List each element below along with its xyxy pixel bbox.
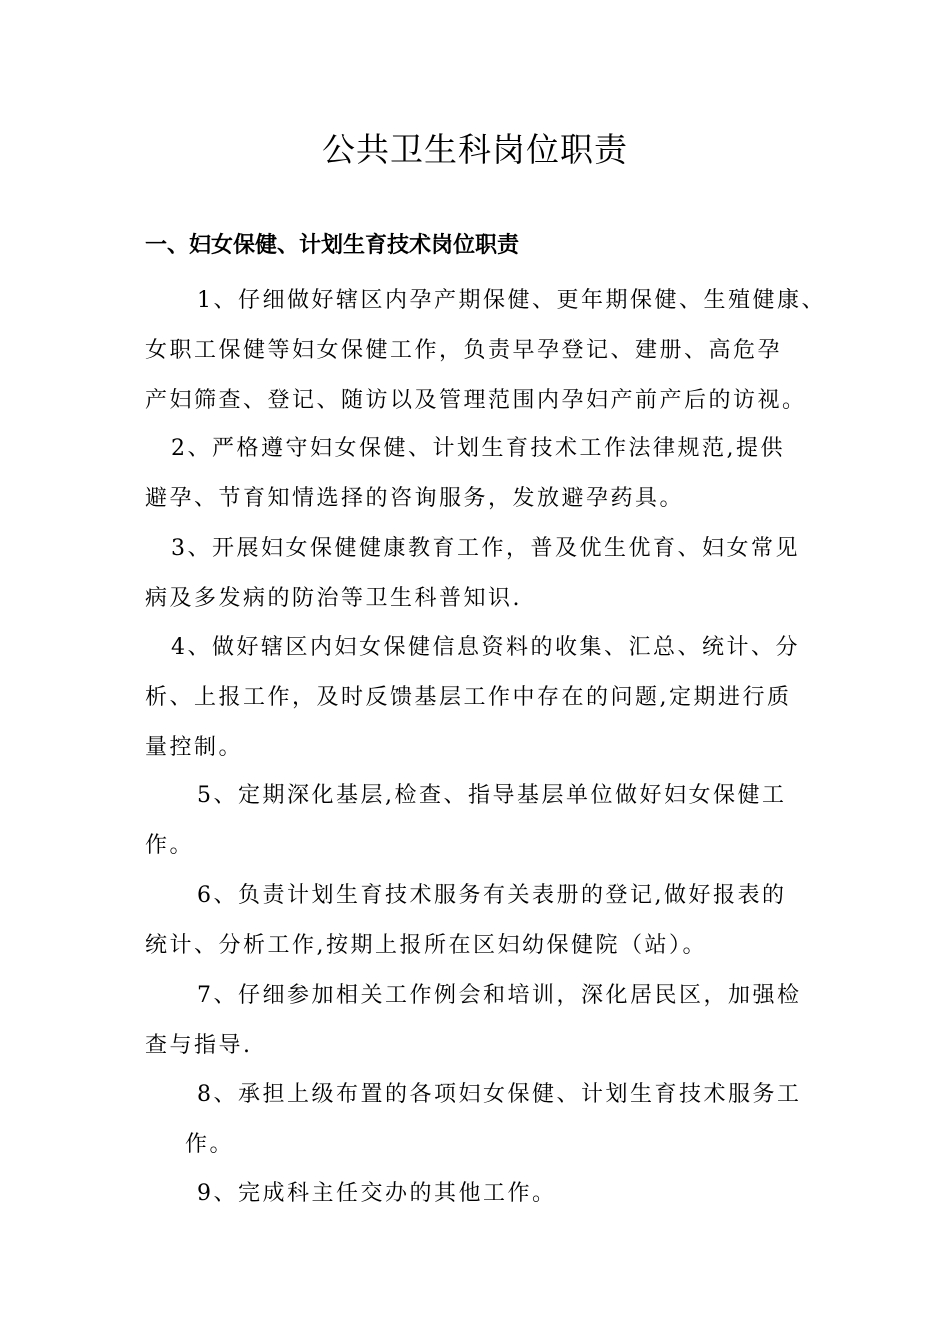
duty-item-9 [145,1169,557,1219]
duty-item-7-line-1: 7、仔细参加相关工作例会和培训，深化居民区，加强检 [197,983,802,1008]
duty-item-2-line-2: 避孕、节育知情选择的咨询服务，发放避孕药具。 [145,486,685,511]
duty-item-1 [145,276,826,426]
duty-item-1-line-2: 女职工保健等妇女保健工作，负责早孕登记、建册、高危孕 [145,338,783,363]
duty-item-3-line-2: 病及多发病的防治等卫生科普知识. [145,586,522,611]
duty-item-5-line-1: 5、定期深化基层,检查、指导基层单位做好妇女保健工 [197,783,787,808]
duty-item-4 [145,623,800,773]
duty-item-7 [145,971,802,1071]
duty-item-6-line-1: 6、负责计划生育技术服务有关表册的登记,做好报表的 [197,883,787,908]
duty-item-9-line-1: 9、完成科主任交办的其他工作。 [197,1181,557,1206]
section-heading: 一、妇女保健、计划生育技术岗位职责 [145,233,520,258]
duty-item-1-line-3: 产妇筛查、登记、随访以及管理范围内孕妇产前产后的访视。 [145,388,807,413]
duty-item-6-line-2: 统计、分析工作,按期上报所在区妇幼保健院（站）。 [145,933,707,958]
duty-item-8-line-1: 8、承担上级布置的各项妇女保健、计划生育技术服务工 [197,1082,802,1107]
duty-item-8-line-2: 作。 [185,1132,235,1157]
duty-item-2 [145,424,785,524]
duty-item-5-line-2: 作。 [145,833,195,858]
duty-item-8 [145,1070,802,1170]
document-title: 公共卫生科岗位职责 [322,130,628,169]
duty-item-3 [145,524,800,624]
duty-item-5 [145,771,787,871]
duty-item-4-line-3: 量控制。 [145,735,244,760]
duty-item-7-line-2: 查与指导. [145,1033,253,1058]
duty-item-3-line-1: 3、开展妇女保健健康教育工作，普及优生优育、妇女常见 [171,536,800,561]
duty-item-2-line-1: 2、严格遵守妇女保健、计划生育技术工作法律规范,提供 [171,436,785,461]
duty-item-4-line-1: 4、做好辖区内妇女保健信息资料的收集、汇总、统计、分 [171,635,800,660]
duty-item-4-line-2: 析、上报工作，及时反馈基层工作中存在的问题,定期进行质 [145,685,792,710]
duty-item-6 [145,871,787,971]
duty-item-1-line-1: 1、仔细做好辖区内孕产期保健、更年期保健、生殖健康、 [197,288,826,313]
